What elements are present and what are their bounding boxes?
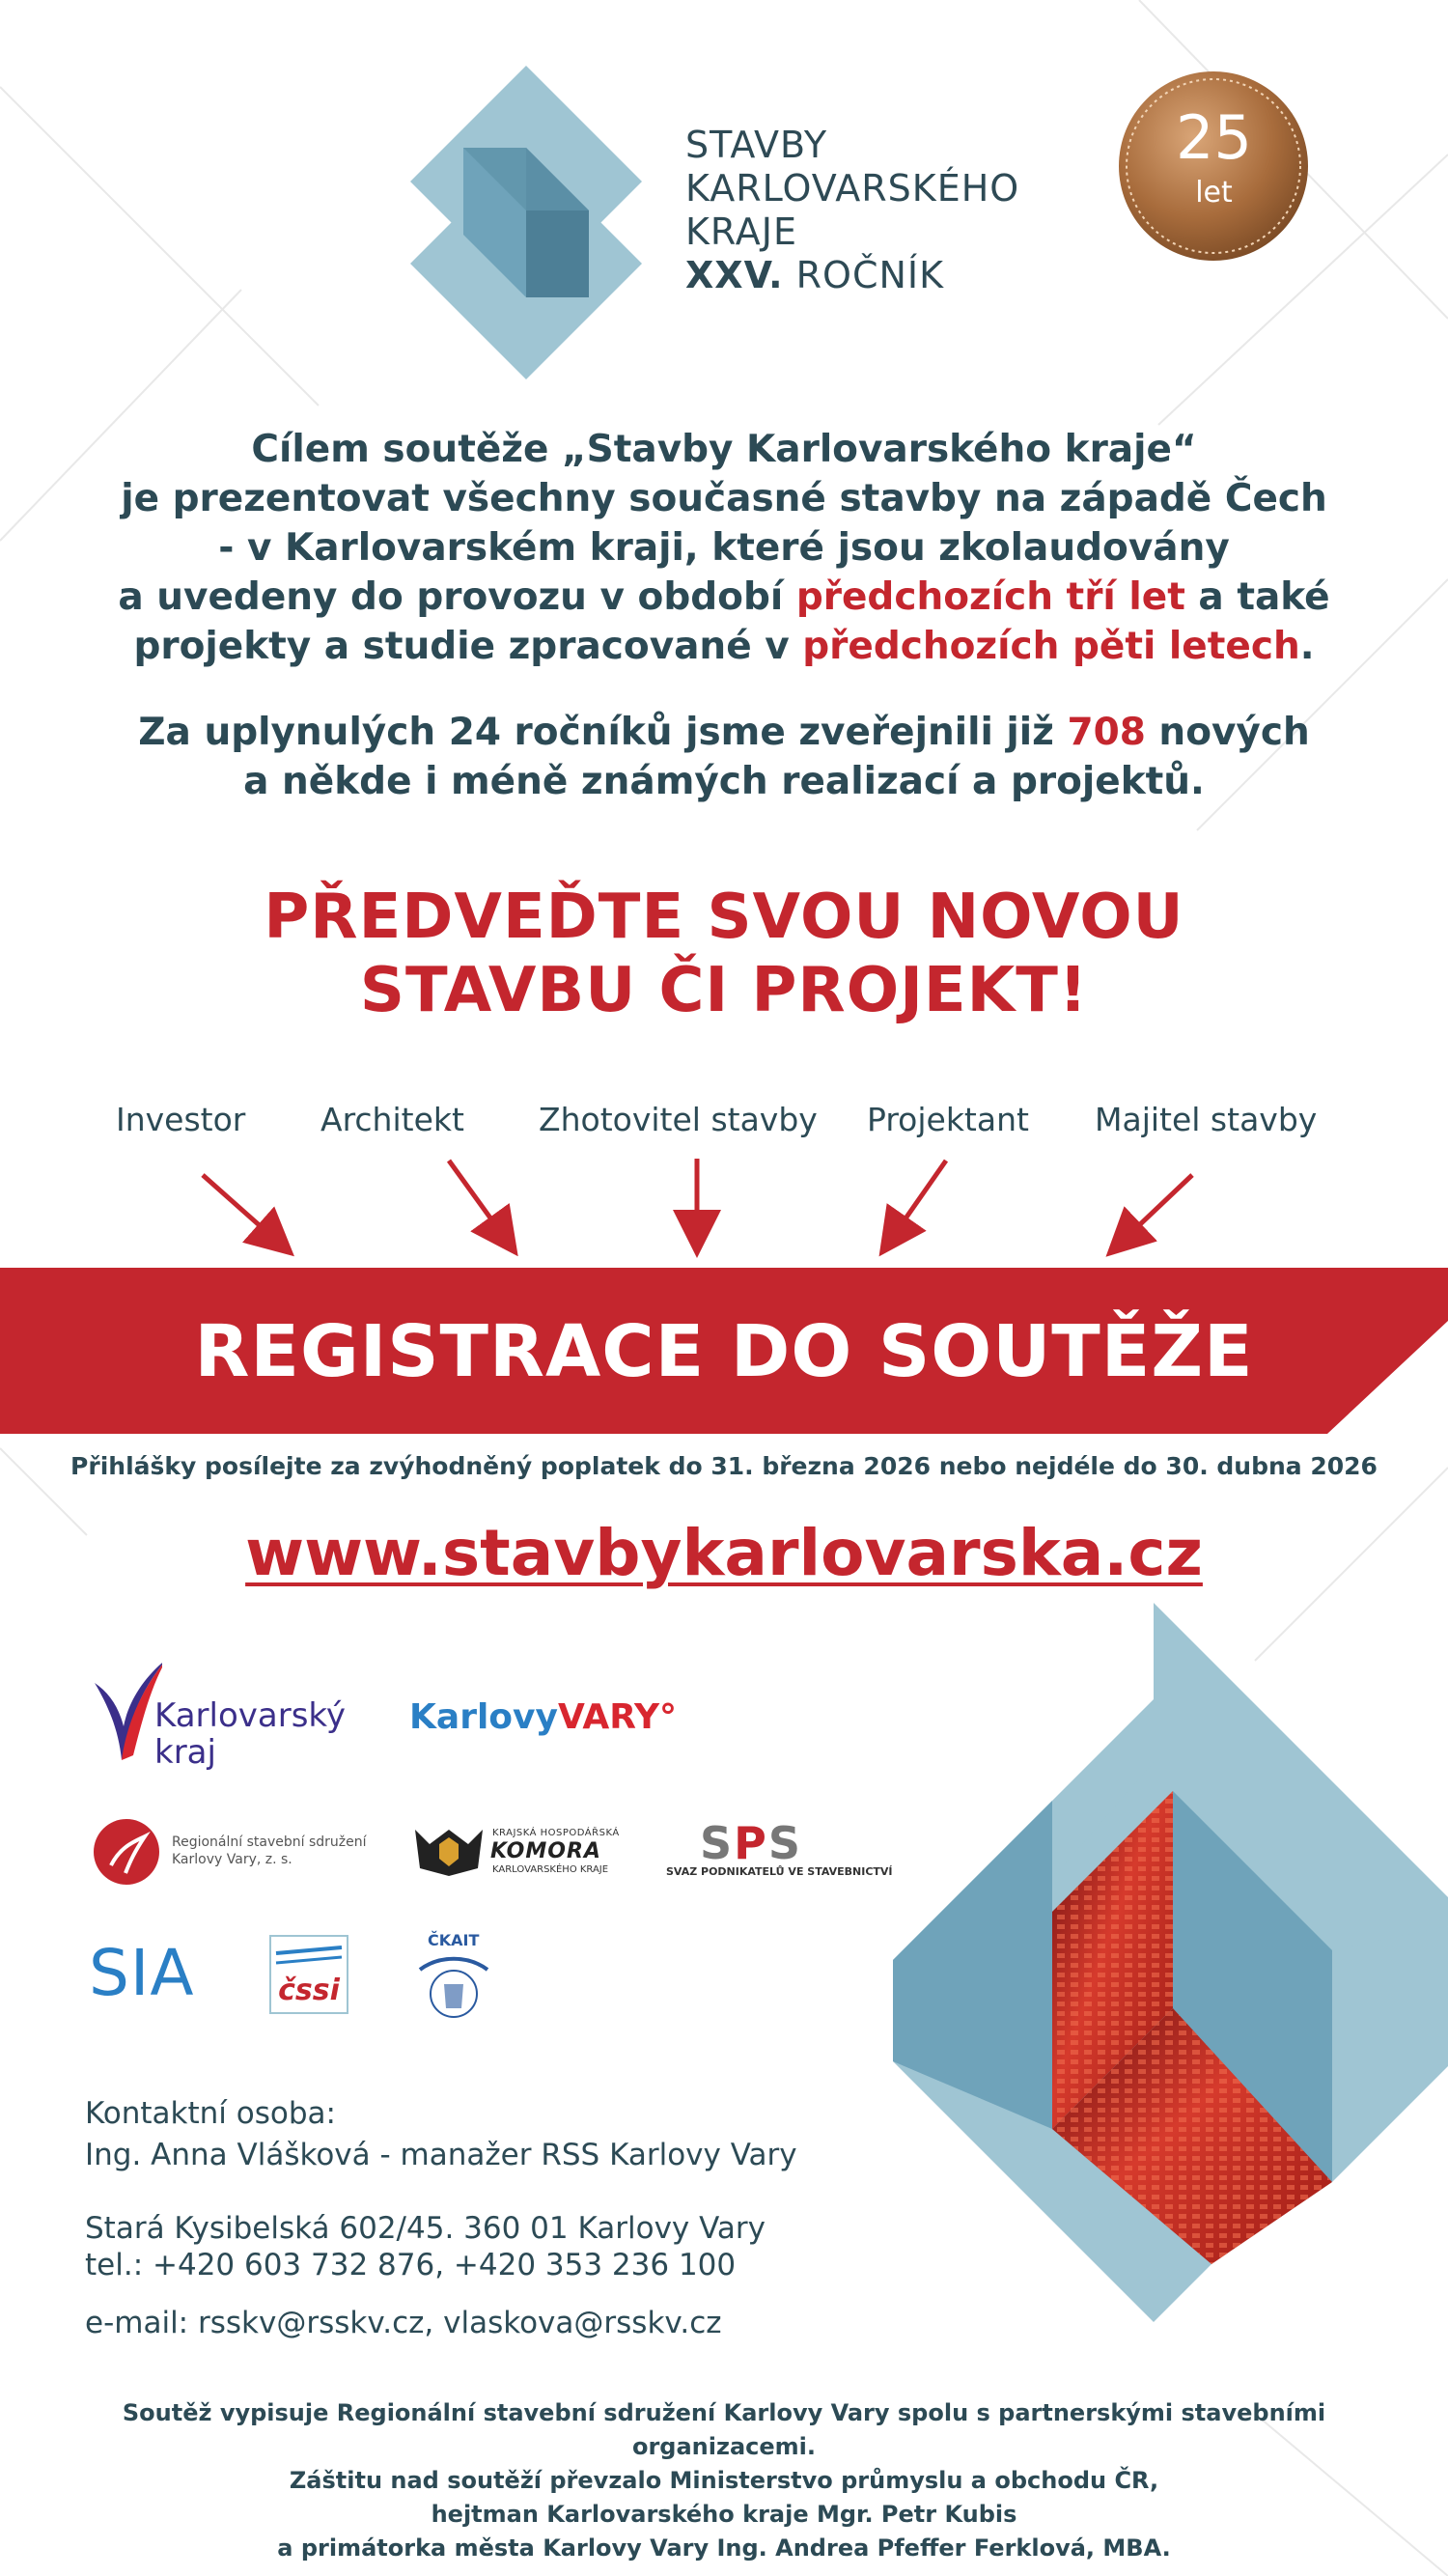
arrow-down-icon: [449, 1161, 507, 1241]
komora-logo-sub: KARLOVARSKÉHO KRAJE: [492, 1864, 609, 1875]
projects-count: 708: [1067, 711, 1146, 754]
title-line-1: STAVBY: [685, 124, 828, 166]
deadline-note: Přihlášky posílejte za zvýhodněný poplatek do 31. března 2026 nebo nejdéle do 30. dubna 2026: [70, 1452, 1378, 1480]
sps-logo: [700, 1817, 802, 1869]
stats-line: [77, 708, 1371, 757]
footer-note: [39, 2396, 1409, 2565]
contact-email[interactable]: e-mail: rsskv@rsskv.cz, vlaskova@rsskv.cz: [85, 2306, 722, 2340]
logo-text: kraj: [154, 1733, 216, 1772]
contact-label: Kontaktní osoba:: [85, 2096, 336, 2131]
intro-text: a uvedeny do provozu v období: [118, 575, 796, 619]
edition: [685, 254, 1019, 297]
edition-label: ROČNÍK: [783, 254, 945, 296]
logo-text: Karlovy: [409, 1697, 558, 1737]
title-line-2: KARLOVARSKÉHO: [685, 167, 1020, 210]
logo-text: S: [767, 1817, 802, 1869]
rss-logo-icon: [92, 1817, 161, 1887]
karlovarsky-kraj-logo: [154, 1697, 346, 1771]
logo-text: VARY°: [557, 1697, 678, 1737]
stats-text: nových: [1145, 711, 1310, 754]
intro-text: .: [1299, 625, 1315, 668]
badge-unit: let: [1195, 176, 1233, 210]
contact-person: Ing. Anna Vlášková - manažer RSS Karlovy Vary: [85, 2138, 797, 2172]
arrow-down-icon: [203, 1175, 280, 1244]
footer-line: Záštitu nad soutěží převzalo Ministerstvo průmyslu a obchodu ČR,: [289, 2467, 1159, 2494]
komora-logo-text: KOMORA: [490, 1839, 601, 1863]
logo-text: Regionální stavební sdružení: [172, 1834, 367, 1850]
logo-text: S: [700, 1817, 735, 1869]
ckait-emblem-icon: [415, 1950, 492, 2022]
cssi-logo-icon: [268, 1934, 349, 2015]
intro-text: a také: [1184, 575, 1330, 619]
competition-logo-mark: [410, 66, 642, 379]
highlight-three-years: předchozích tří let: [795, 575, 1185, 619]
komora-logo-small: KRAJSKÁ HOSPODÁŘSKÁ: [492, 1828, 620, 1838]
rss-logo-text: [172, 1834, 367, 1868]
intro-line: [77, 622, 1371, 671]
edition-number: XXV.: [685, 254, 784, 296]
intro-line: je prezentovat všechny současné stavby na západě Čech: [121, 477, 1327, 520]
intro-paragraph: [77, 425, 1371, 671]
logo-text: Karlovy Vary, z. s.: [172, 1852, 292, 1867]
arrows: [0, 1149, 1448, 1265]
karlovy-vary-logo: [409, 1697, 677, 1737]
footer-line: a primátorka města Karlovy Vary Ing. Andrea Pfeffer Ferklová, MBA.: [277, 2534, 1171, 2562]
stats-line: a někde i méně známých realizací a projektů.: [243, 760, 1205, 803]
headline: [97, 881, 1351, 1027]
ckait-logo-text: ČKAIT: [428, 1931, 480, 1949]
website-link[interactable]: www.stavbykarlovarska.cz: [245, 1516, 1203, 1590]
decorative-logo-with-photo: [893, 1603, 1448, 2380]
intro-line: [77, 573, 1371, 622]
footer-line: Soutěž vypisuje Regionální stavební sdružení Karlovy Vary spolu s partnerskými stavebními organizacemi.: [122, 2399, 1326, 2460]
logo-text: Karlovarský: [154, 1696, 347, 1735]
stats-paragraph: [77, 708, 1371, 806]
intro-line: - v Karlovarském kraji, které jsou zkolaudovány: [218, 526, 1230, 570]
title-line-3: KRAJE: [685, 210, 797, 253]
karlovarsky-kraj-logo-icon: [85, 1649, 162, 1765]
intro-text: projekty a studie zpracované v: [133, 625, 803, 668]
role-owner: Majitel stavby: [1095, 1101, 1318, 1138]
role-contractor: Zhotovitel stavby: [539, 1101, 818, 1138]
arrow-down-icon: [1120, 1175, 1192, 1244]
sia-logo: SIA: [89, 1936, 195, 2010]
role-investor: Investor: [116, 1101, 246, 1138]
contact-address: Stará Kysibelská 602/45. 360 01 Karlovy Vary: [85, 2211, 766, 2246]
contact-phone: tel.: +420 603 732 876, +420 353 236 100: [85, 2248, 737, 2282]
highlight-five-years: předchozích pěti letech: [802, 625, 1300, 668]
komora-emblem-icon: [410, 1820, 487, 1878]
headline-line-2: STAVBU ČI PROJEKT!: [359, 955, 1089, 1026]
stats-text: Za uplynulých 24 ročníků jsme zveřejnili již: [138, 711, 1068, 754]
badge-number: 25: [1176, 102, 1252, 173]
registration-title: REGISTRACE DO SOUTĚŽE: [194, 1310, 1254, 1393]
footer-line: hejtman Karlovarského kraje Mgr. Petr Kubis: [431, 2501, 1017, 2528]
logo-text: P: [734, 1817, 768, 1869]
arrow-down-icon: [890, 1161, 946, 1241]
role-designer: Projektant: [867, 1101, 1029, 1138]
role-architect: Architekt: [320, 1101, 464, 1138]
competition-title: [685, 124, 1019, 297]
svg-text:čssi: čssi: [278, 1974, 340, 2007]
sps-logo-sub: SVAZ PODNIKATELŮ VE STAVEBNICTVÍ: [666, 1865, 893, 1878]
headline-line-1: PŘEDVEĎTE SVOU NOVOU: [264, 882, 1184, 953]
intro-line: Cílem soutěže „Stavby Karlovarského kraje“: [251, 428, 1197, 471]
